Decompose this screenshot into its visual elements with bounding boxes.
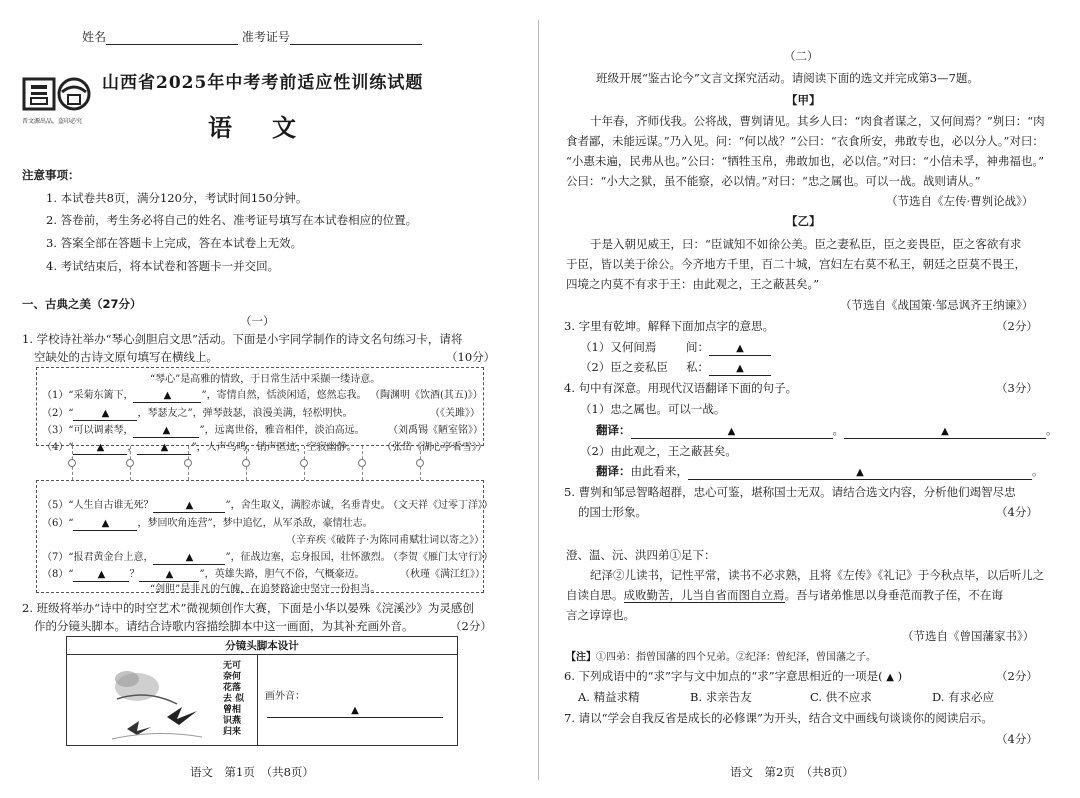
poem-line-6: （6）“ ▲ ，梦回吹角连营”，梦中追忆，从军杀敌，豪情壮志。 xyxy=(42,518,373,529)
storyboard-header: 分镜头脚本设计 xyxy=(67,637,457,655)
name-line xyxy=(106,33,238,45)
page-2 xyxy=(540,0,1080,798)
connector-ring xyxy=(68,459,76,467)
letter-line: 言之谆谆也。 xyxy=(566,608,635,622)
passage-jia-line: “小惠未遍，民弗从也。”公曰：“牺牲玉帛，弗敢加也，必以信。”对曰：“小信未孚，神弗福也。” xyxy=(566,154,1045,168)
q5-line1: 5. 曹刿和邹忌智略超群，忠心可鉴，堪称国士无双。请结合选文内容，分析他们竭智尽忠 xyxy=(564,485,1016,499)
notice-item: 3. 答案全部在答题卡上完成，答在本试卷上无效。 xyxy=(46,236,303,250)
poem-source-2: （《关雎》） xyxy=(430,408,480,419)
card-footer: “剑胆”是非凡的气魄，在追梦路途中坚守一份担当。 xyxy=(150,584,381,595)
q5-line2: 的国士形象。 xyxy=(578,505,647,519)
letter-source: （节选自《曾国藩家书》） xyxy=(902,629,1035,643)
footer-page-2: 语文 第2页 （共8页） xyxy=(730,765,854,779)
letter-line: 纪泽②儿读书，记性平常，读书不必求熟，且将《左传》《礼记》于今秋点毕，以后听儿之 xyxy=(590,568,1045,582)
q6-option-c[interactable]: C. 供不应求 xyxy=(810,690,872,704)
voiceover-label: 画外音： xyxy=(265,691,305,702)
poem-source-6: （辛弃疾《破阵子·为陈同甫赋壮词以寄之》） xyxy=(286,535,485,546)
passage-jia-label: 【甲】 xyxy=(786,93,821,107)
q6-option-a[interactable]: A. 精益求精 xyxy=(578,690,640,704)
connector-ring xyxy=(416,459,424,467)
q1-line1: 1. 学校诗社举办“琴心剑胆启文思”活动。下面是小宇同学制作的诗文名句练习卡，请将 xyxy=(22,332,463,346)
poem-source-3: （刘禹锡《陋室铭》） xyxy=(388,425,483,436)
name-field-row xyxy=(82,28,422,45)
name-label: 姓名 xyxy=(82,30,107,44)
card-header: “琴心”是高雅的情致，于日常生活中采撷一缕诗意。 xyxy=(150,374,381,385)
logo-icon xyxy=(22,76,94,112)
letter-salutation: 澄、温、沅、洪四弟①足下： xyxy=(566,548,716,562)
logo-caption: 晋文源出品，盗印必究 xyxy=(22,118,83,125)
connector-ring xyxy=(358,459,366,467)
q1-score: （10分） xyxy=(446,350,496,364)
passage-jia-line: 公曰：“小大之狱，虽不能察，必以情。”对曰：“忠之属也。可以一战。战则请从。” xyxy=(566,174,981,188)
q3-answer-1: 间： ▲ xyxy=(686,339,771,356)
poem-line-5: （5）“人生自古谁无死？ ▲ ”，舍生取义，满腔赤诚，名垂青史。 xyxy=(42,500,391,511)
notice-heading: 注意事项： xyxy=(22,168,80,182)
publisher-logo xyxy=(22,76,94,125)
q6-score: （2分） xyxy=(996,669,1038,683)
painting-poem-text: 无可奈何花落去 似曾相识燕归来 xyxy=(223,661,245,737)
passage-yi-label: 【乙】 xyxy=(786,214,821,228)
storyboard-painting xyxy=(107,659,237,746)
poem-source-1: （陶渊明《饮酒(其五)》） xyxy=(370,390,483,401)
q4-translation-1: 翻译： ▲ 。 ▲ 。 xyxy=(596,423,1058,437)
part-heading: （一） xyxy=(240,314,275,328)
passage-yi-line: 于是入朝见威王，曰：“臣诚知不如徐公美。臣之妻私臣，臣之妾畏臣，臣之客欲有求 xyxy=(590,237,1022,251)
part-heading: （二） xyxy=(784,49,819,63)
poem-source-7: （李贺《雁门太守行》） xyxy=(388,552,493,563)
q4-score: （3分） xyxy=(996,381,1038,395)
voiceover-answer-line[interactable]: ▲ xyxy=(267,703,443,718)
notice-item: 4. 考试结束后，将本试卷和答题卡一并交回。 xyxy=(46,259,280,273)
q2-line2: 作的分镜头脚本。请结合诗歌内容描绘脚本中这一画面，为其补充画外音。 xyxy=(34,619,414,633)
q4-text: 4. 句中有深意。用现代汉语翻译下面的句子。 xyxy=(564,381,798,395)
q6-option-d[interactable]: D. 有求必应 xyxy=(932,690,995,704)
passage-jia-line: 食者鄙，未能远谋。”乃入见。问：“何以战？”公曰：“衣食所安，弗敢专也，必以分人。”对曰： xyxy=(566,134,1044,148)
passage-yi-line: 四境之内莫不有求于王：由此观之，王之蔽甚矣。” xyxy=(566,277,820,291)
poem-line-3: （3）“可以调素琴， ▲ ”，远离世俗，雅音相伴，淡泊高远。 xyxy=(42,425,365,436)
storyboard-table xyxy=(66,636,458,746)
exam-title: 山西省2025年中考考前适应性训练试题 xyxy=(102,73,424,93)
q3-item-1: （1）又何间焉 xyxy=(580,340,657,354)
q7-text: 7. 请以“学会自我反省是成长的必修课”为开头，结合文中画线句谈谈你的阅读启示。 xyxy=(564,711,993,725)
q3-text: 3. 字里有乾坤。解释下面加点字的意思。 xyxy=(564,319,775,333)
poem-source-5: （文天祥《过零丁洋》） xyxy=(388,500,493,511)
notice-item: 2. 答卷前，考生务必将自己的姓名、准考证号填写在本试卷相应的位置。 xyxy=(46,213,418,227)
poem-line-4: （4）“ ▲ ， ▲ ”，人声鸟鸣，销声匿迹，空寂幽静。 xyxy=(42,442,357,453)
q3-score: （2分） xyxy=(996,319,1038,333)
q2-score: （2分） xyxy=(450,619,492,633)
exam-no-line xyxy=(290,33,422,45)
letter-line: 自读自思。成败勤苦，儿当自省而图自立焉。吾与诸弟惟思以身垂范而教子侄，不在诲 xyxy=(566,588,1003,602)
q4-translation-2: 翻译：由此看来， ▲ 。 xyxy=(596,464,1044,478)
connector-ring xyxy=(184,459,192,467)
poem-source-8: （秋瑾《满江红》） xyxy=(400,569,485,580)
q2-line1: 2. 班级将举办“诗中的时空艺术”微视频创作大赛，下面是小华以晏殊《浣溪沙》为灵感创 xyxy=(22,601,474,615)
poem-line-7: （7）“报君黄金台上意， ▲ ”，征战边塞，忘身报国，壮怀激烈。 xyxy=(42,552,391,563)
poem-source-4: （张岱《湖心亭看雪》） xyxy=(382,442,487,453)
q7-score: （4分） xyxy=(996,732,1038,746)
poem-line-1: （1）“采菊东篱下， ▲ ”，寄情自然，恬淡闲适，悠然忘我。 xyxy=(42,390,367,401)
connector-ring xyxy=(242,459,250,467)
passage-yi-source: （节选自《战国策·邹忌讽齐王纳谏》） xyxy=(840,298,1034,312)
poem-line-2: （2）“ ▲ ，琴瑟友之”，弹琴鼓瑟，浪漫美满，轻松明快。 xyxy=(42,408,353,419)
section-heading: 一、古典之美（27分） xyxy=(22,297,142,311)
exam-no-label: 准考证号 xyxy=(241,30,290,44)
painting-swallow-flower-image xyxy=(107,659,237,743)
q6-text: 6. 下列成语中的“求”字与文中加点的“求”字意思相近的一项是( ▲ ) xyxy=(564,669,903,683)
letter-note: 【注】①四弟：指曾国藩的四个兄弟。②纪泽：曾纪泽，曾国藩之子。 xyxy=(566,652,876,663)
poem-line-8: （8）“ ▲ ？ ▲ ”，英雄失路，胆气不俗，气概豪迈。 xyxy=(42,569,365,580)
connector-ring xyxy=(300,459,308,467)
q5-score: （4分） xyxy=(996,505,1038,519)
notice-item: 1. 本试卷共8页，满分120分，考试时间150分钟。 xyxy=(46,191,308,205)
passage-yi-line: 于臣，皆以美于徐公。今齐地方千里，百二十城，宫妇左右莫不私王，朝廷之臣莫不畏王， xyxy=(566,257,1026,271)
connector-ring xyxy=(126,459,134,467)
passage-jia-line: 十年春，齐师伐我。公将战，曹刿请见。其乡人曰：“肉食者谋之，又何间焉？”刿曰：“肉 xyxy=(590,114,1045,128)
q4-sentence-2: （2）由此观之，王之蔽甚矣。 xyxy=(580,444,737,458)
subject-title: 语文 xyxy=(208,113,336,142)
q1-line2: 空缺处的古诗文原句填写在横线上。 xyxy=(34,350,218,364)
q3-item-2: （2）臣之妾私臣 xyxy=(580,360,668,374)
q3-answer-2: 私： ▲ xyxy=(686,359,771,376)
reading-intro: 班级开展“鉴古论今”文言文探究活动。请阅读下面的选文并完成第3—7题。 xyxy=(596,71,979,85)
footer-page-1: 语文 第1页 （共8页） xyxy=(190,765,314,779)
underlined-sentence: 成败勤苦，儿当自省而图自立焉 xyxy=(623,588,785,602)
passage-jia-source: （节选自《左传·曹刿论战》） xyxy=(886,194,1034,208)
q6-option-b[interactable]: B. 求亲告友 xyxy=(690,690,752,704)
q4-sentence-1: （1）忠之属也。可以一战。 xyxy=(580,402,726,416)
